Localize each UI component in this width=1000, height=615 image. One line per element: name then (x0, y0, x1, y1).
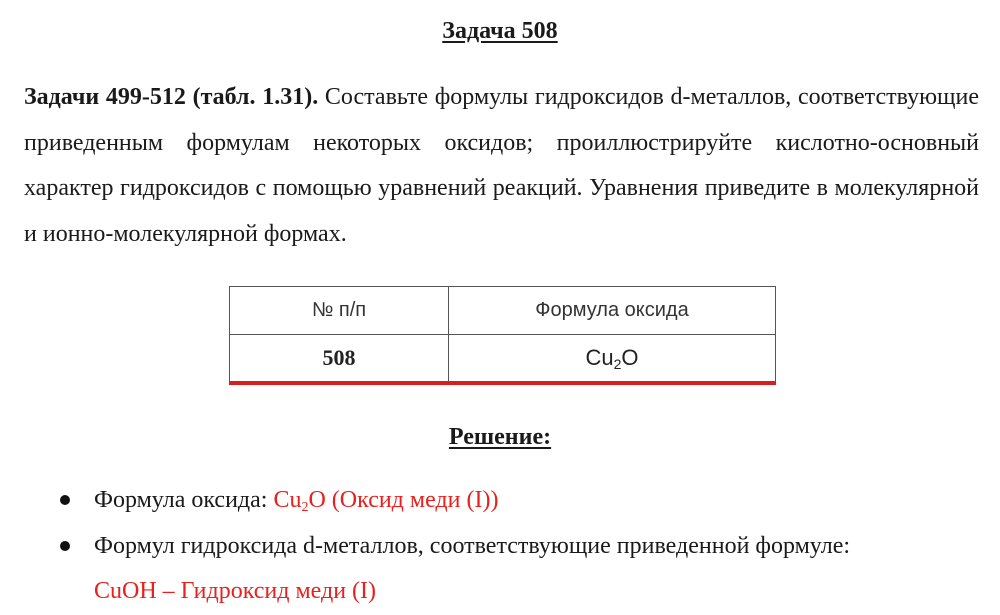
oxide-table-container (229, 286, 776, 385)
list-item (0, 524, 978, 615)
table-accent-rule (229, 382, 776, 385)
bullet-icon (60, 541, 70, 551)
header-formula: Формула оксида (449, 287, 776, 335)
oxide-table (229, 286, 776, 382)
formula-base: Cu (585, 345, 614, 370)
cell-number: 508 (230, 335, 449, 382)
hydroxide-value: CuOH – Гидроксид меди (I) (94, 578, 377, 605)
task-reference: Задачи 499-512 (табл. 1.31). (24, 84, 319, 110)
task-text: Составьте формулы гидроксидов d-металлов, соответствующие приведенным формулам некоторых оксидов; проиллюстрируйте кислотно-основный характер гидроксидов с помощью уравнений реакций. Уравнения приведите в молекулярной и ионно-молекулярной формах. (24, 84, 979, 247)
hydroxide-label: Формул гидроксида d-металлов, соответствующие приведенной формуле: (94, 532, 851, 559)
solution-list (0, 478, 978, 615)
bullet-icon (60, 495, 70, 505)
cell-formula (449, 335, 776, 382)
formula-tail: O (621, 345, 639, 370)
oxide-label: Формула оксида: (94, 487, 274, 513)
oxide-value-base: Cu (273, 487, 302, 513)
table-row (230, 335, 776, 382)
table-header-row (230, 287, 776, 335)
oxide-value-subscript: 2 (301, 500, 309, 515)
task-statement (24, 75, 979, 257)
oxide-value (273, 487, 498, 513)
oxide-value-tail: O (Оксид меди (I)) (308, 487, 499, 513)
list-item (0, 478, 978, 524)
formula-subscript: 2 (613, 356, 622, 372)
solution-heading: Решение: (448, 424, 552, 450)
header-number: № п/п (230, 287, 449, 335)
page-title: Задача 508 (442, 18, 558, 44)
